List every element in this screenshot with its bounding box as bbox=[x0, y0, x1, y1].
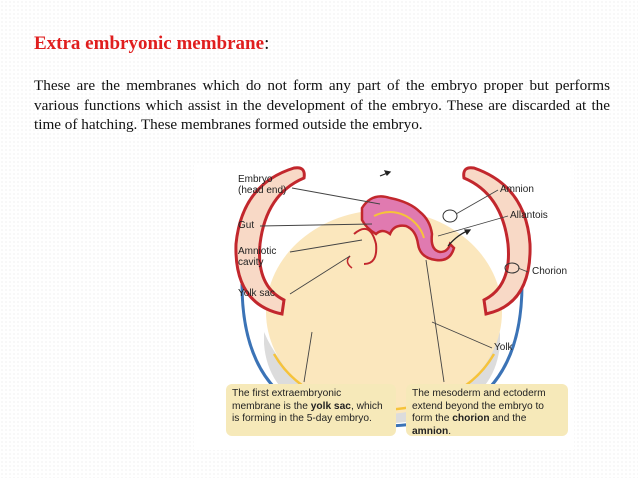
slide-title-text: Extra embryonic membrane bbox=[34, 33, 265, 54]
amnion-marker bbox=[443, 210, 457, 222]
caption-right-bold1: chorion bbox=[452, 413, 490, 424]
caption-chorion-amnion bbox=[406, 384, 568, 436]
label-embryo bbox=[238, 174, 286, 196]
label-embryo-line2: (head end) bbox=[238, 185, 287, 196]
caption-right-pre: The mesoderm and ectoderm extend beyond the embryo to form the bbox=[412, 388, 546, 424]
label-amniotic-cavity bbox=[238, 246, 276, 268]
caption-right-bold2: amnion bbox=[412, 425, 449, 437]
label-gut: Gut bbox=[238, 220, 255, 231]
label-amnion: Amnion bbox=[500, 184, 534, 195]
embryo-membrane-diagram bbox=[194, 164, 574, 450]
label-allantois: Allantois bbox=[510, 210, 548, 221]
label-chorion: Chorion bbox=[532, 266, 568, 277]
slide-title bbox=[34, 33, 269, 55]
slide-title-colon: : bbox=[264, 33, 270, 54]
label-amniotic-line1: Amniotic bbox=[238, 246, 277, 257]
label-yolk: Yolk bbox=[494, 342, 513, 353]
caption-yolk-sac bbox=[226, 384, 396, 436]
caption-left-pre: The first extraembryonic membrane is the bbox=[232, 388, 342, 412]
label-embryo-line1: Embryo bbox=[238, 174, 273, 185]
slide-paragraph: These are the membranes which do not form any part of the embryo proper but performs various functions which assist in the development of the embryo. These are discarded at the time of hatching. These membranes formed outside the embryo. bbox=[34, 77, 610, 133]
caption-right-mid: and the bbox=[489, 413, 527, 424]
caption-left-bold: yolk sac bbox=[310, 400, 351, 412]
caption-right-post: . bbox=[448, 425, 452, 437]
label-amniotic-line2: cavity bbox=[238, 257, 264, 268]
caption-left-post: , which is forming in the 5-day embryo. bbox=[232, 400, 383, 424]
label-yolk-sac: Yolk sac bbox=[238, 288, 275, 299]
